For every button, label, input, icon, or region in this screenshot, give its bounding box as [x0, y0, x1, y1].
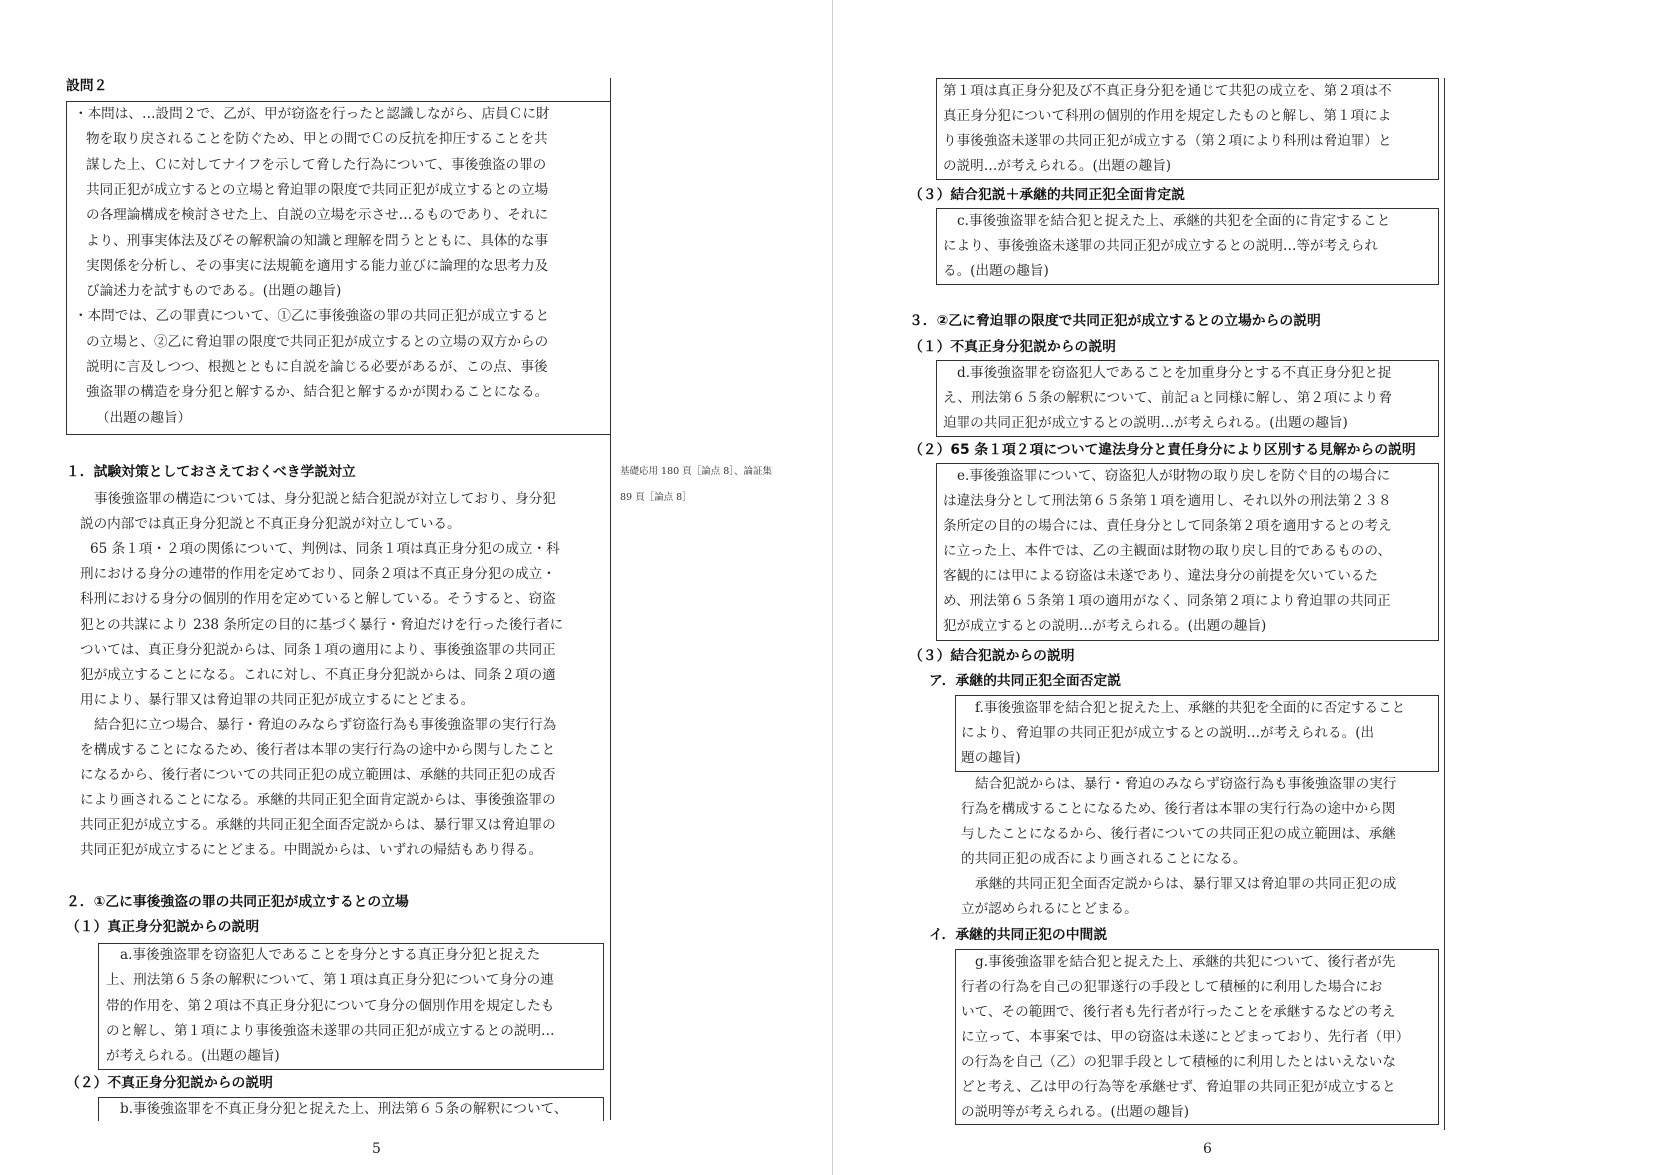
section1-body-line: 65 条１項・２項の関係について、判例は、同条１項は真正身分犯の成立・科	[90, 541, 560, 558]
section1-body-line: 結合犯に立つ場合、暴行・脅迫のみならず窃盗行為も事後強盗罪の実行行為	[94, 716, 557, 733]
s3-sub3-heading: （３）結合犯説からの説明	[909, 648, 1075, 664]
section1-heading: １．試験対策としておさえておくべき学説対立	[66, 464, 356, 480]
section1-body-line: を構成することになるため、後行者は本罪の実行行為の途中から関与したこと	[80, 742, 556, 758]
intro-line: の立場と、②乙に脅迫罪の限度で共同正犯が成立するとの立場の双方からの	[86, 333, 549, 350]
sub2-heading: （２）不真正身分犯説からの説明	[66, 1075, 273, 1091]
section1-body-line: 犯との共謀により 238 条所定の目的に基づく暴行・脅迫だけを行った後行者に	[80, 616, 564, 633]
box-a-line: のと解し、第１項により事後強盗未遂罪の共同正犯が成立するとの説明…	[106, 1022, 555, 1039]
section1-body-line: になるから、後行者についての共同正犯の成立範囲は、承継的共同正犯の成否	[80, 767, 556, 784]
box-b-cont-line: 真正身分犯について科刑の個別的作用を規定したものと解し、第１項によ	[943, 108, 1392, 124]
box-g-line: 行者の行為を自己の犯罪遂行の手段として積極的に利用した場合にお	[961, 979, 1383, 995]
margin-note-line2: 89 頁［論点 8］	[620, 492, 692, 503]
section1-body-line: 用により、暴行罪又は脅迫罪の共同正犯が成立するにとどまる。	[80, 691, 475, 708]
box-b-line: b.事後強盗罪を不真正身分犯と捉えた上、刑法第６５条の解釈について、	[120, 1101, 568, 1117]
box-b-cont-line: 第１項は真正身分犯及び不真正身分犯を通じて共犯の成立を、第２項は不	[943, 83, 1392, 99]
section2-heading: ２．①乙に事後強盗の罪の共同正犯が成立するとの立場	[66, 894, 409, 910]
section1-body-line: 科刑における身分の個別的作用を定めていると解している。そうすると、窃盗	[80, 591, 556, 608]
s3-sub1-heading: （１）不真正身分犯説からの説明	[909, 339, 1116, 355]
box-a-line: a.事後強盗罪を窃盗犯人であることを身分とする真正身分犯と捉えた	[120, 947, 541, 963]
sub1-heading: （１）真正身分犯説からの説明	[66, 919, 260, 935]
intro-line: の各理論構成を検討させた上、自説の立場を示させ…るものであり、それに	[86, 207, 549, 224]
box-d-line: 迫罪の共同正犯が成立するとの説明…が考えられる。(出題の趣旨)	[943, 415, 1348, 431]
box-a-line: が考えられる。(出題の趣旨)	[106, 1048, 280, 1065]
box-g-line: の行為を自己（乙）の犯罪手段として積極的に利用したとはいえないな	[961, 1054, 1396, 1070]
page-6	[833, 0, 1665, 1175]
box-e-line: め、刑法第６５条第１項の適用がなく、同条第２項により脅迫罪の共同正	[943, 593, 1391, 609]
box-b-cont-line: の説明…が考えられる。(出題の趣旨)	[943, 158, 1172, 174]
s3-sub2-heading: （２）65 条１項２項について違法身分と責任身分により区別する見解からの説明	[909, 442, 1416, 458]
intro-line: び論述力を試すものである。(出題の趣旨)	[86, 283, 342, 300]
intro-line: 強盗罪の構造を身分犯と解するか、結合犯と解するかが関わることになる。	[86, 384, 549, 401]
box-g-line: g.事後強盗罪を結合犯と捉えた上、承継的共犯について、後行者が先	[975, 954, 1396, 970]
f-body-line: 承継的共同正犯全面否定説からは、暴行罪又は脅迫罪の共同正犯の成	[975, 876, 1397, 892]
intro-line: ・本問は、…設問２で、乙が、甲が窃盗を行ったと認識しながら、店員Ｃに財	[74, 106, 550, 122]
box-g-line: どと考え、乙は甲の行為等を承継せず、脅迫罪の共同正犯が成立すると	[961, 1079, 1396, 1095]
f-body-line: 立が認められるにとどまる。	[961, 901, 1138, 917]
intro-line: 共同正犯が成立するとの立場と脅迫罪の限度で共同正犯が成立するとの立場	[86, 181, 549, 198]
column-rule	[610, 78, 611, 1120]
intro-line: 物を取り戻されることを防ぐため、甲との間でＣの反抗を抑圧することを共	[86, 131, 548, 148]
box-b-cont-line: り事後強盗未遂罪の共同正犯が成立する（第２項により科刑は脅迫罪）と	[943, 133, 1392, 149]
box-a-line: 帯的作用を、第２項は不真正身分犯について身分の個別作用を規定したも	[106, 997, 555, 1014]
intro-line: 謀した上、Ｃに対してナイフを示して脅した行為について、事後強盗の罪の	[86, 156, 547, 173]
box-e-line: は違法身分として刑法第６５条第１項を適用し、それ以外の刑法第２３８	[943, 493, 1392, 509]
box-e-line: e.事後強盗罪について、窃盗犯人が財物の取り戻しを防ぐ目的の場合に	[957, 468, 1391, 484]
page-number: 5	[372, 1141, 381, 1157]
a-heading: ア．承継的共同正犯全面否定説	[929, 673, 1122, 689]
section1-body-line: 共同正犯が成立するにとどまる。中間説からは、いずれの帰結もあり得る。	[80, 842, 543, 859]
box-g-line: に立って、本事案では、甲の窃盗は未遂にとどまっており、先行者（甲）	[961, 1029, 1410, 1045]
i-heading: イ．承継的共同正犯の中間説	[929, 927, 1108, 943]
f-body-line: 結合犯説からは、暴行・脅迫のみならず窃盗行為も事後強盗罪の実行	[975, 776, 1397, 792]
box-d-line: d.事後強盗罪を窃盗犯人であることを加重身分とする不真正身分犯と捉	[957, 365, 1392, 381]
section1-body-line: 刑における身分の連帯的作用を定めており、同条２項は不真正身分犯の成立・	[80, 566, 556, 583]
section1-body-line: 犯が成立することになる。これに対し、不真正身分犯説からは、同条２項の適	[80, 666, 556, 683]
box-g-line: いて、その範囲で、後行者も先行者が行ったことを承継するなどの考え	[961, 1004, 1396, 1020]
intro-line: ・本問では、乙の罪責について、①乙に事後強盗の罪の共同正犯が成立すると	[74, 308, 550, 325]
box-a-line: 上、刑法第６５条の解釈について、第１項は真正身分犯について身分の連	[106, 972, 554, 989]
section1-body-line: 説の内部では真正身分犯説と不真正身分犯説が対立している。	[80, 516, 461, 533]
box-e-line: 条所定の目的の場合には、責任身分として同条第２項を適用するとの考え	[943, 518, 1392, 534]
box-e-line: 客観的には甲による窃盗は未遂であり、違法身分の前提を欠いているた	[943, 568, 1378, 584]
section1-body-line: 事後強盗罪の構造については、身分犯説と結合犯説が対立しており、身分犯	[94, 491, 556, 507]
margin-note-line1: 基礎応用 180 頁［論点 8］、論証集	[620, 466, 772, 477]
intro-line: 説明に言及しつつ、根拠とともに自説を論じる必要があるが、この点、事後	[86, 359, 548, 375]
box-e-line: 犯が成立するとの説明…が考えられる。(出題の趣旨)	[943, 618, 1267, 634]
intro-line: （出題の趣旨）	[96, 409, 192, 426]
section3-heading: ３．②乙に脅迫罪の限度で共同正犯が成立するとの立場からの説明	[909, 313, 1321, 329]
section1-body-line: ついては、真正身分犯説からは、同条１項の適用により、事後強盗罪の共同正	[80, 641, 556, 658]
box-c-line: c.事後強盗罪を結合犯と捉えた上、承継的共犯を全面的に肯定すること	[957, 213, 1391, 229]
f-body-line: 的共同正犯の成否により画されることになる。	[961, 851, 1247, 867]
box-f-line: により、脅迫罪の共同正犯が成立するとの説明…が考えられる。(出	[961, 725, 1375, 741]
page-5	[0, 0, 832, 1175]
box-g-line: の説明等が考えられる。(出題の趣旨)	[961, 1104, 1190, 1120]
intro-line: より、刑事実体法及びその解釈論の知識と理解を問うとともに、具体的な事	[86, 232, 549, 249]
page-number: 6	[1203, 1141, 1212, 1157]
question-title: 設問２	[66, 78, 108, 94]
box-f-line: f.事後強盗罪を結合犯と捉えた上、承継的共犯を全面的に否定すること	[975, 700, 1406, 716]
box-e-line: に立った上、本件では、乙の主観面は財物の取り戻し目的であるものの、	[943, 543, 1392, 559]
section1-body-line: 共同正犯が成立する。承継的共同正犯全面否定説からは、暴行罪又は脅迫罪の	[80, 817, 556, 834]
column-rule	[1444, 78, 1445, 1130]
box-c-line: により、事後強盗未遂罪の共同正犯が成立するとの説明…等が考えられ	[943, 238, 1378, 254]
box-c-line: る。(出題の趣旨)	[943, 263, 1049, 279]
box-d-line: え、刑法第６５条の解釈について、前記ａと同様に解し、第２項により脅	[943, 390, 1392, 406]
intro-line: 実関係を分析し、その事実に法規範を適用する能力並びに論理的な思考力及	[86, 257, 549, 274]
box-f-line: 題の趣旨)	[961, 750, 1021, 766]
sub3-heading: （３）結合犯説＋承継的共同正犯全面肯定説	[909, 187, 1185, 203]
f-body-line: 行為を構成することになるため、後行者は本罪の実行行為の途中から関	[961, 801, 1396, 817]
f-body-line: 与したことになるから、後行者についての共同正犯の成立範囲は、承継	[961, 826, 1396, 842]
section1-body-line: により画されることになる。承継的共同正犯全面肯定説からは、事後強盗罪の	[80, 792, 556, 809]
